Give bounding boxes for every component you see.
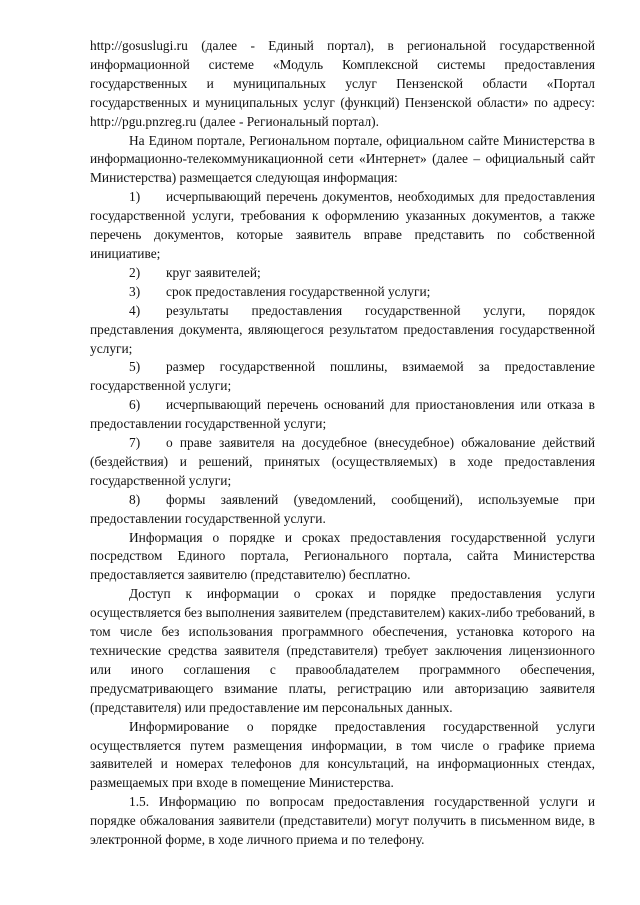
list-item-text: формы заявлений (уведомлений, сообщений), используемые при предоставлении государственной услуги. bbox=[90, 491, 595, 526]
list-item-4 bbox=[90, 302, 595, 359]
list-item-text: исчерпывающий перечень документов, необходимых для предоставления государственной услуги, требования к оформлению указанных документов, а также перечень документов, которые заявитель вправе представить по собственной инициативе; bbox=[90, 189, 595, 261]
paragraph-free-of-charge: Информация о порядке и сроках предоставления государственной услуги посредством Единого портала, Регионального портала, сайта Министерства предоставляется заявителю (представителю) бесплатно. bbox=[90, 529, 595, 583]
list-item-text: результаты предоставления государственной услуги, порядок представления документа, являющегося результатом предоставления государственной услуги; bbox=[90, 302, 595, 356]
list-number: 4) bbox=[129, 302, 141, 318]
list-item-8 bbox=[90, 491, 595, 529]
list-number: 5) bbox=[129, 359, 141, 375]
list-item-2 bbox=[90, 264, 595, 283]
list-item-3 bbox=[90, 283, 595, 302]
list-item-text: о праве заявителя на досудебное (внесудебное) обжалование действий (бездействия) и решений, принятых (осуществляемых) в ходе предоставления государственной услуги; bbox=[90, 435, 595, 488]
paragraph-info-stands: Информирование о порядке предоставления государственной услуги осуществляется путем размещения информации, в том числе о графике приема заявителей и номерах телефонов для консультаций, на информационных стендах, размещаемых при входе в помещение Министерства. bbox=[90, 718, 595, 791]
list-item-7 bbox=[90, 434, 595, 491]
list-number: 6) bbox=[129, 397, 141, 413]
paragraph-published-info-intro: На Едином портале, Региональном портале, официальном сайте Министерства в информационно-телекоммуникационной сети «Интернет» (далее – официальный сайт Министерства) размещается следующая информация: bbox=[90, 132, 595, 186]
list-item-text: срок предоставления государственной услуги; bbox=[166, 283, 431, 299]
list-number: 3) bbox=[129, 283, 141, 299]
paragraph-access-conditions: Доступ к информации о сроках и порядке предоставления услуги осуществляется без выполнения заявителем (представителем) каких-либо требований, в том числе без использования программного обеспечения, установка которого на технические средства заявителя (представителя) требует заключения лицензионного или иного соглашения с правообладателем программного обеспечения, предусматривающего взимание платы, регистрацию или авторизацию заявителя (представителя) или предоставление им персональных данных. bbox=[90, 586, 595, 715]
list-item-text: круг заявителей; bbox=[166, 264, 261, 280]
list-number: 8) bbox=[129, 491, 141, 507]
paragraph-portal-urls: http://gosuslugi.ru (далее - Единый портал), в региональной государственной информационной системе «Модуль Комплексной системы предоставления государственных и муниципальных услуг Пензенской области «Портал государственных и муниципальных услуг (функций) Пензенской области» по адресу: http://pgu.pnzreg.ru (далее - Региональный портал). bbox=[90, 38, 595, 129]
list-item-1 bbox=[90, 188, 595, 264]
list-number: 7) bbox=[129, 435, 141, 451]
list-item-5 bbox=[90, 358, 595, 396]
list-item-text: размер государственной пошлины, взимаемой за предоставление государственной услуги; bbox=[90, 359, 595, 394]
list-number: 2) bbox=[129, 264, 141, 280]
paragraph-section-1-5: 1.5. Информацию по вопросам предоставления государственной услуги и порядке обжалования заявители (представители) могут получить в письменном виде, в электронной форме, в ходе личного приема и по телефону. bbox=[90, 794, 595, 848]
list-item-6 bbox=[90, 396, 595, 434]
list-number: 1) bbox=[129, 189, 141, 205]
list-item-text: исчерпывающий перечень оснований для приостановления или отказа в предоставлении государственной услуги; bbox=[90, 397, 595, 432]
